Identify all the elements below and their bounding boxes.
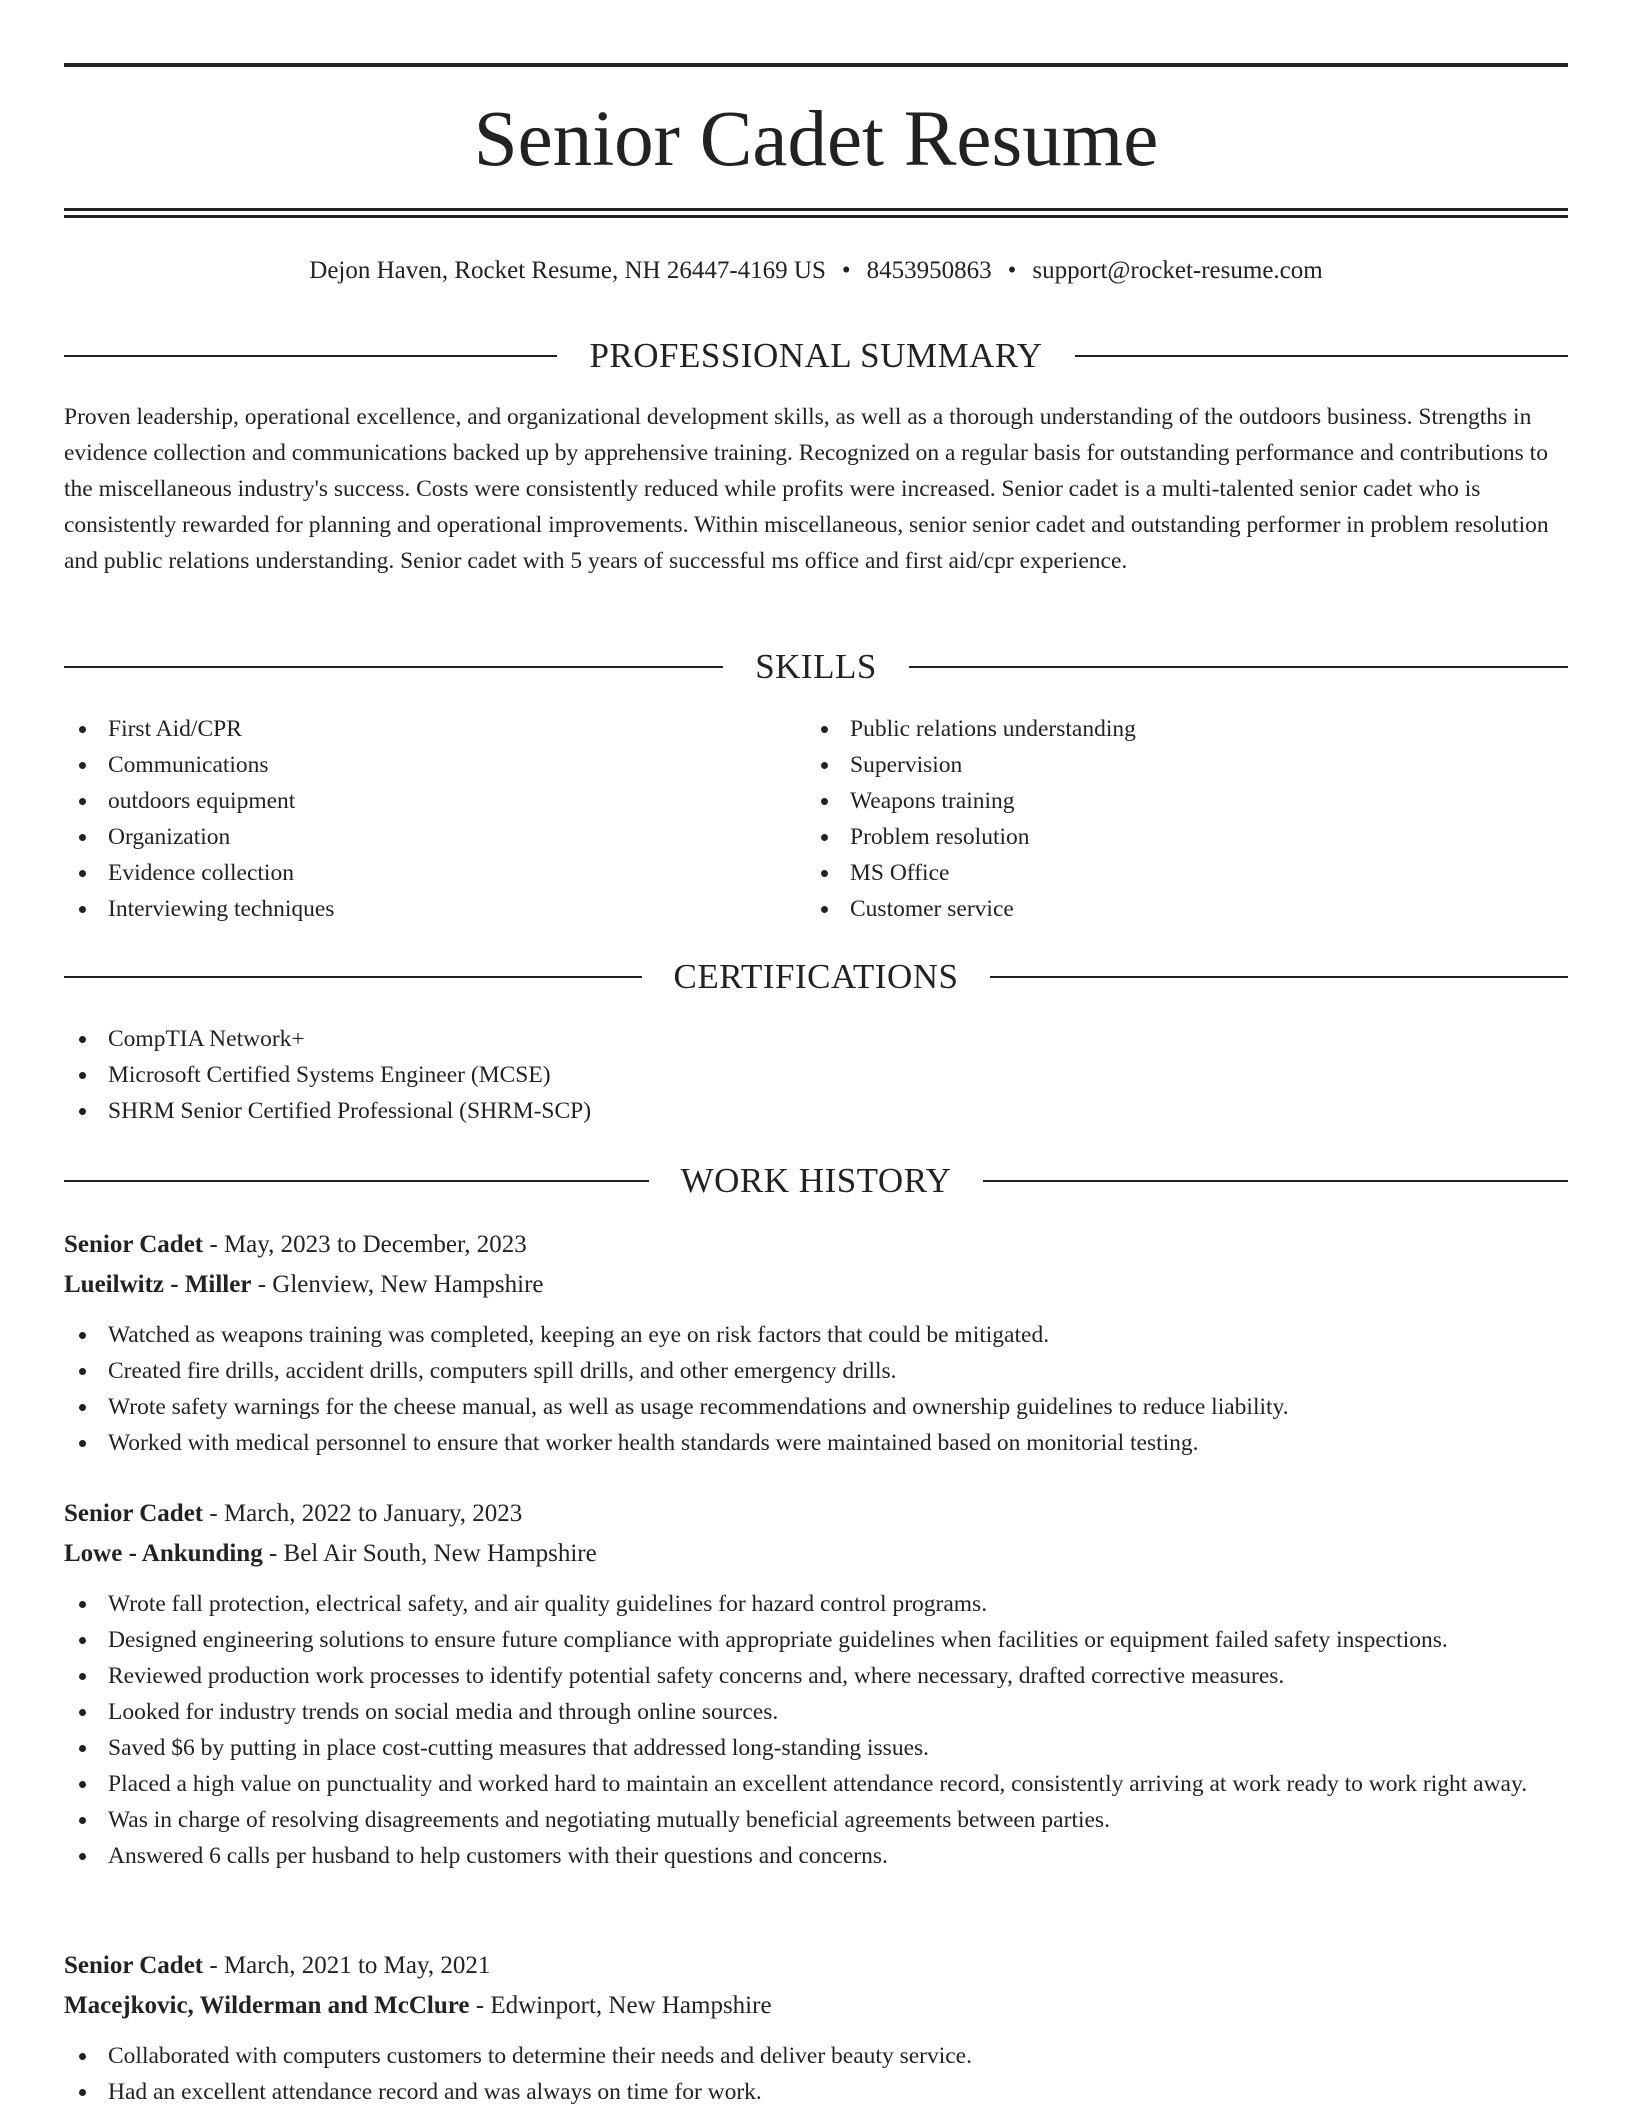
skill-item: Supervision — [806, 747, 1506, 783]
skills-column-right — [806, 711, 1506, 927]
job-bullet: Answered 6 calls per husband to help customers with their questions and concerns. — [64, 1838, 1568, 1874]
certifications-block — [64, 1021, 1568, 1129]
heading-rule — [64, 976, 642, 978]
skill-item: Interviewing techniques — [64, 891, 764, 927]
job-bullet: Placed a high value on punctuality and worked hard to maintain an excellent attendance record, consistently arriving at work ready to work right away. — [64, 1766, 1568, 1802]
job-bullet: Saved $6 by putting in place cost-cutting measures that addressed long-standing issues. — [64, 1730, 1568, 1766]
title-bottom-rule-second — [64, 215, 1568, 218]
job-bullets — [64, 1317, 1568, 1461]
skill-item: Public relations understanding — [806, 711, 1506, 747]
contact-line — [64, 253, 1568, 289]
job-company-line — [64, 1534, 1568, 1574]
job-bullet: Wrote fall protection, electrical safety, and air quality guidelines for hazard control programs. — [64, 1586, 1568, 1622]
work-heading: WORK HISTORY — [680, 1161, 952, 1200]
job-bullet: Was in charge of resolving disagreements and negotiating mutually beneficial agreements between parties. — [64, 1802, 1568, 1838]
job-title: Senior Cadet — [64, 1231, 204, 1258]
certifications-list — [64, 1021, 1568, 1129]
certification-item: CompTIA Network+ — [64, 1021, 1568, 1057]
job-title-line — [64, 1494, 1568, 1534]
job-bullet: Wrote safety warnings for the cheese manual, as well as usage recommendations and ownership guidelines to reduce liability. — [64, 1389, 1568, 1425]
skills-list-left — [64, 711, 764, 927]
job-dates: - March, 2022 to January, 2023 — [203, 1500, 523, 1527]
job-title: Senior Cadet — [64, 1952, 204, 1979]
section-heading-work — [64, 1159, 1568, 1203]
job-location: - Glenview, New Hampshire — [251, 1271, 544, 1298]
contact-separator: • — [1007, 257, 1017, 284]
contact-separator: • — [841, 257, 851, 284]
job-bullets — [64, 2038, 1568, 2110]
title-bottom-rule — [64, 208, 1568, 211]
job-company: Macejkovic, Wilderman and McClure — [64, 1992, 470, 2019]
certification-item: Microsoft Certified Systems Engineer (MCSE) — [64, 1057, 1568, 1093]
job-bullet: Collaborated with computers customers to determine their needs and deliver beauty service. — [64, 2038, 1568, 2074]
certification-item: SHRM Senior Certified Professional (SHRM-SCP) — [64, 1093, 1568, 1129]
job-company-line — [64, 1986, 1568, 2026]
job-bullet: Reviewed production work processes to identify potential safety concerns and, where necessary, drafted corrective measures. — [64, 1658, 1568, 1694]
job-bullet: Watched as weapons training was completed, keeping an eye on risk factors that could be mitigated. — [64, 1317, 1568, 1353]
skill-item: Weapons training — [806, 783, 1506, 819]
job-company-line — [64, 1265, 1568, 1305]
job-bullet: Had an excellent attendance record and was always on time for work. — [64, 2074, 1568, 2110]
heading-rule — [990, 976, 1568, 978]
resume-title: Senior Cadet Resume — [473, 96, 1159, 183]
skills-column-left — [64, 711, 764, 927]
job-bullet: Looked for industry trends on social media and through online sources. — [64, 1694, 1568, 1730]
job-title-line — [64, 1225, 1568, 1265]
contact-email: support@rocket-resume.com — [1032, 257, 1323, 284]
contact-address: Dejon Haven, Rocket Resume, NH 26447-4169 US — [309, 257, 826, 284]
skill-item: outdoors equipment — [64, 783, 764, 819]
heading-rule — [64, 355, 557, 357]
title-top-rule — [64, 63, 1568, 67]
section-heading-summary — [64, 334, 1568, 378]
section-heading-certifications — [64, 955, 1568, 999]
summary-heading: PROFESSIONAL SUMMARY — [589, 336, 1043, 375]
job-company: Lowe - Ankunding — [64, 1540, 263, 1567]
contact-phone: 8453950863 — [866, 257, 992, 284]
skill-item: Problem resolution — [806, 819, 1506, 855]
skill-item: MS Office — [806, 855, 1506, 891]
skill-item: Evidence collection — [64, 855, 764, 891]
heading-rule — [983, 1180, 1568, 1182]
skills-list-right — [806, 711, 1506, 927]
job-company: Lueilwitz - Miller — [64, 1271, 252, 1298]
section-heading-skills — [64, 645, 1568, 689]
heading-rule — [64, 666, 723, 668]
skill-item: Customer service — [806, 891, 1506, 927]
job-entry — [64, 1494, 1568, 1874]
skills-heading: SKILLS — [755, 647, 877, 686]
job-bullet: Worked with medical personnel to ensure that worker health standards were maintained based on monitorial testing. — [64, 1425, 1568, 1461]
heading-rule — [1075, 355, 1568, 357]
job-entry — [64, 1225, 1568, 1461]
job-bullet: Created fire drills, accident drills, computers spill drills, and other emergency drills. — [64, 1353, 1568, 1389]
heading-rule — [64, 1180, 649, 1182]
skill-item: Communications — [64, 747, 764, 783]
summary-text: Proven leadership, operational excellence, and organizational development skills, as well as a thorough understanding of the outdoors business. Strengths in evidence collection and communications backed up by apprehensive training. Recognized on a regular basis for outstanding performance and contributions to the miscellaneous industry's success. Costs were consistently reduced while profits were increased. Senior cadet is a multi-talented senior cadet who is consistently rewarded for planning and operational improvements. Within miscellaneous, senior senior cadet and outstanding performer in problem resolution and public relations understanding. Senior cadet with 5 years of successful ms office and first aid/cpr experience. — [64, 404, 1549, 574]
job-bullet: Designed engineering solutions to ensure future compliance with appropriate guidelines when facilities or equipment failed safety inspections. — [64, 1622, 1568, 1658]
job-dates: - May, 2023 to December, 2023 — [203, 1231, 527, 1258]
job-title: Senior Cadet — [64, 1500, 204, 1527]
job-bullets — [64, 1586, 1568, 1874]
job-title-line — [64, 1946, 1568, 1986]
heading-rule — [909, 666, 1568, 668]
job-dates: - March, 2021 to May, 2021 — [203, 1952, 491, 1979]
job-location: - Edwinport, New Hampshire — [469, 1992, 772, 2019]
skill-item: First Aid/CPR — [64, 711, 764, 747]
skill-item: Organization — [64, 819, 764, 855]
job-entry — [64, 1946, 1568, 2110]
job-location: - Bel Air South, New Hampshire — [262, 1540, 597, 1567]
certifications-heading: CERTIFICATIONS — [673, 957, 959, 996]
